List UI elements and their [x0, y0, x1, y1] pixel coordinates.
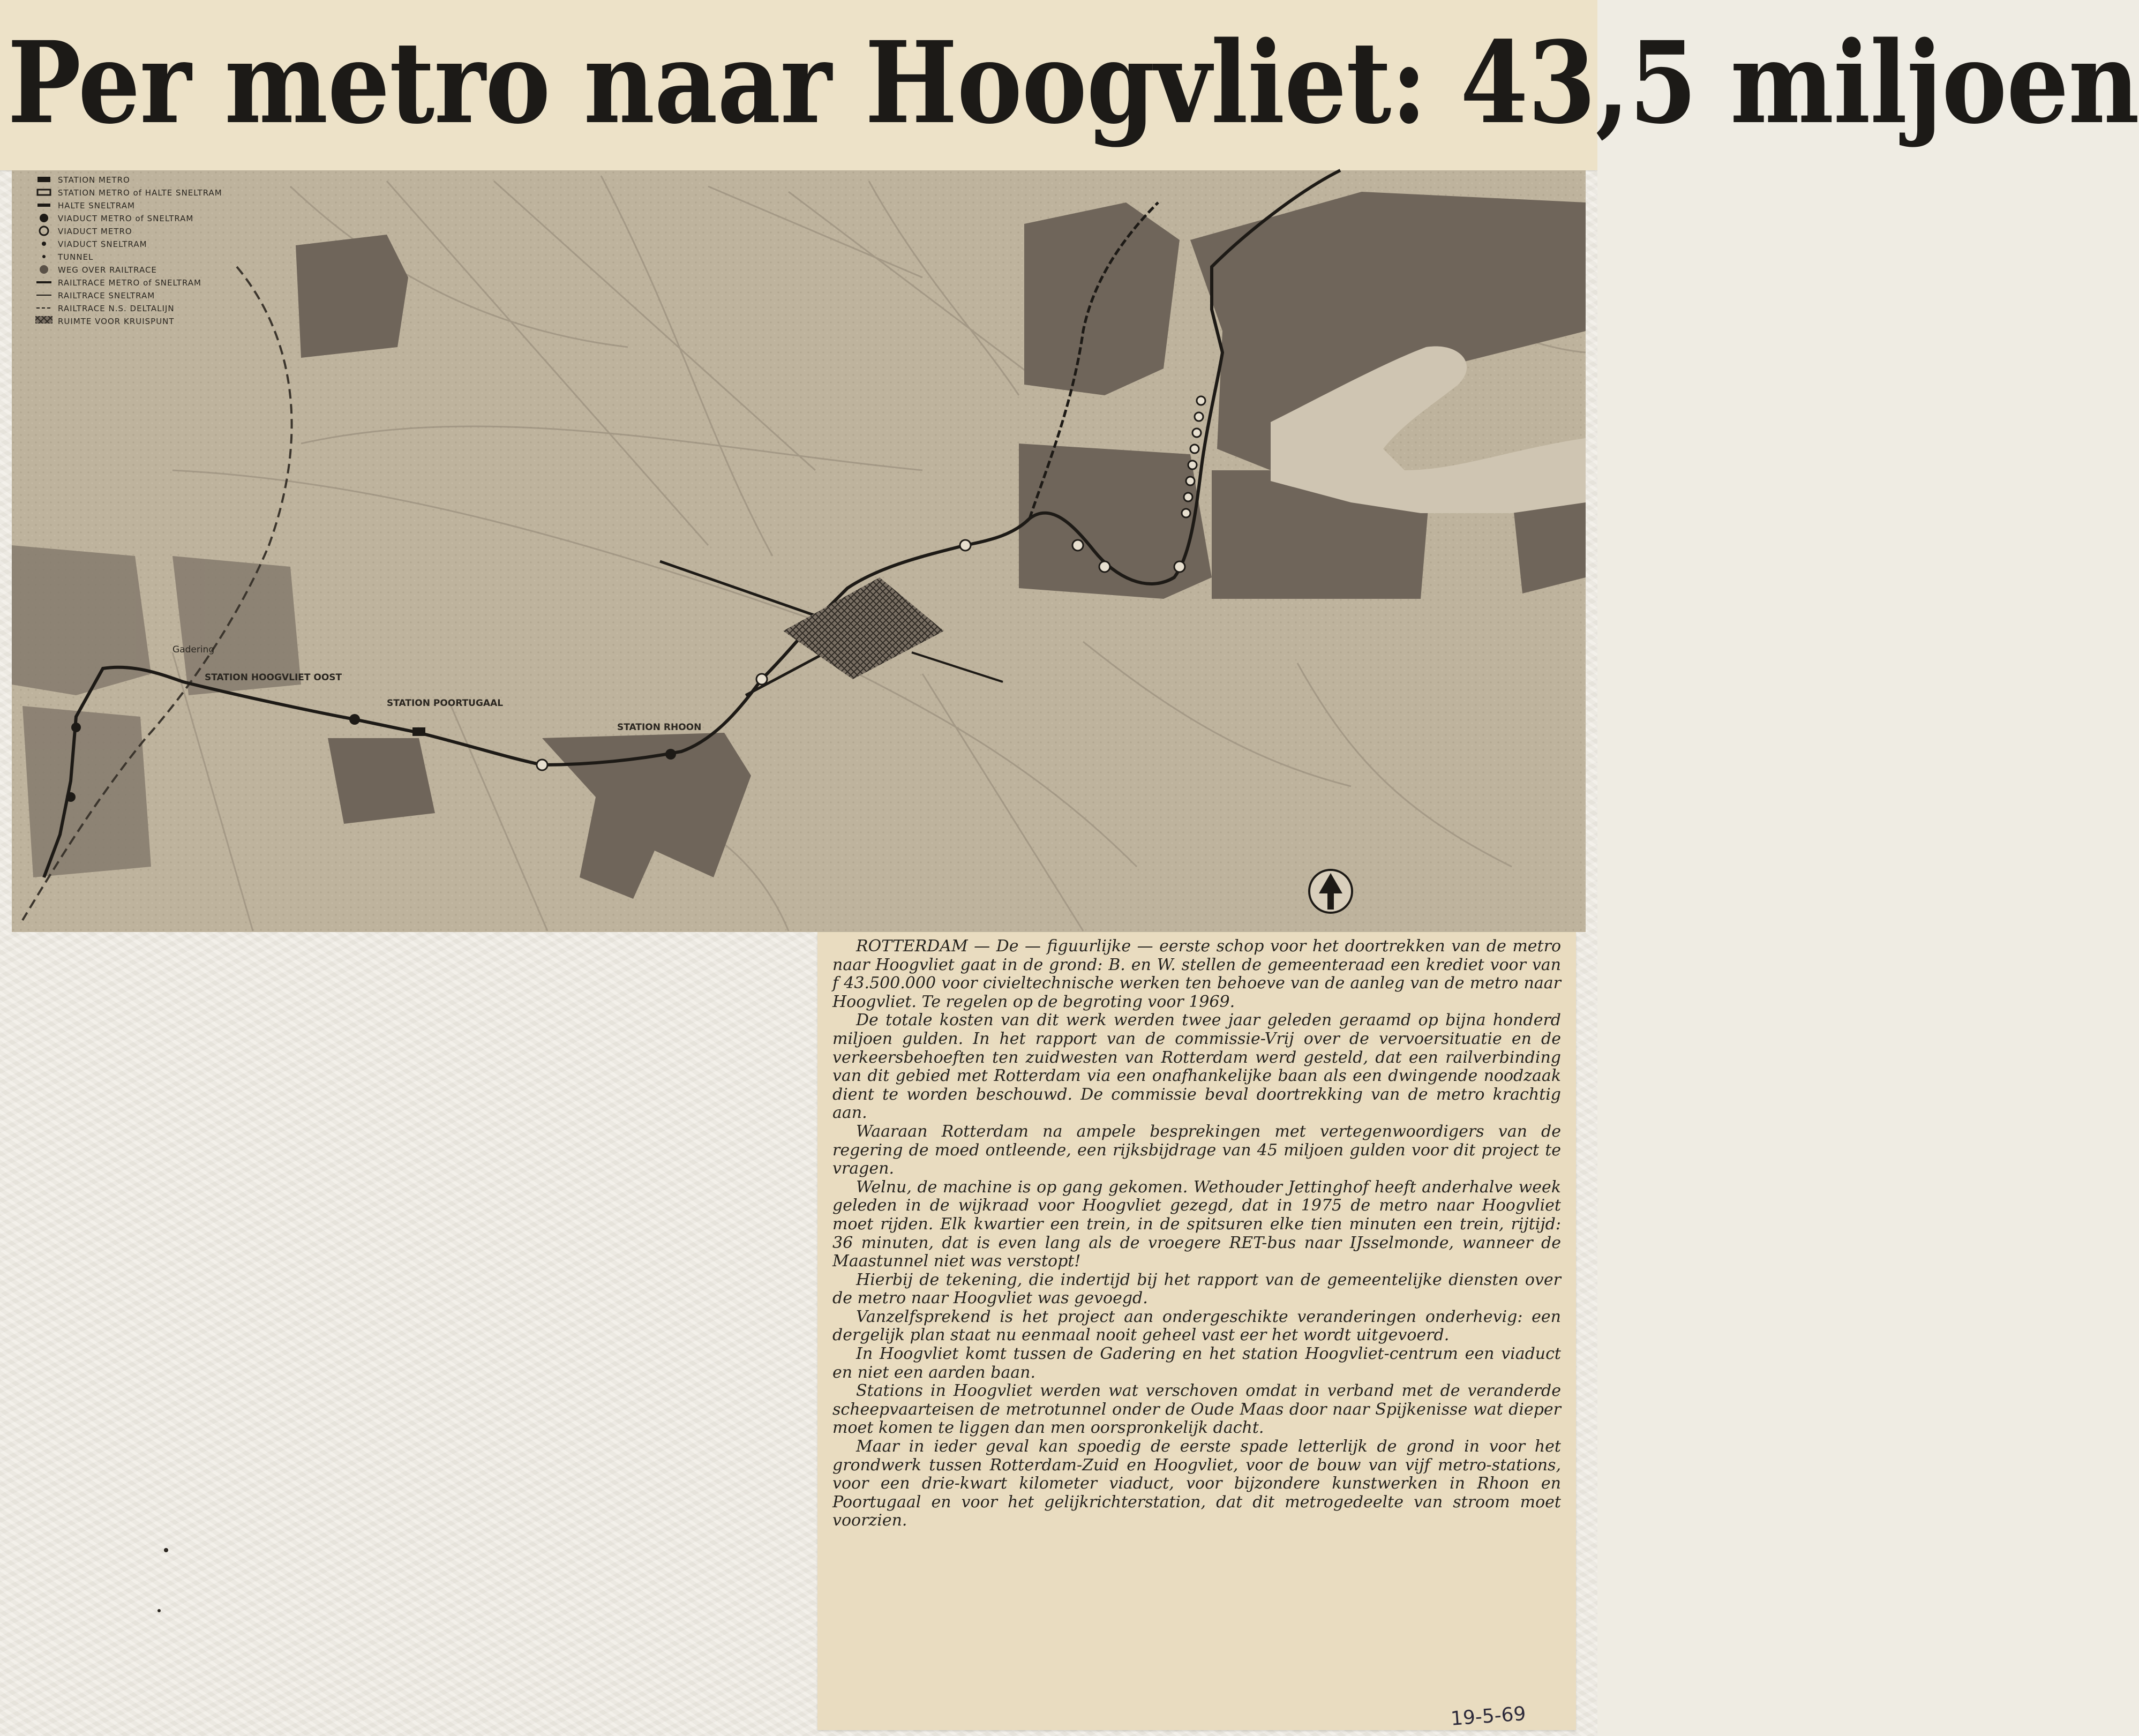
legend-symbol: [37, 204, 50, 207]
dust-speck: [157, 1609, 161, 1612]
station-marker: [1174, 561, 1185, 572]
legend-label: RAILTRACE N.S. DELTALIJN: [58, 304, 175, 313]
north-arrow-icon: [1309, 870, 1352, 913]
article-paragraph: Stations in Hoogvliet werden wat verschoven omdat in verband met de veranderde scheepvaarteisen de metrotunnel onder de Oude Maas door naar Spijkenisse wat dieper moet komen te liggen dan men oorspronkelijk dacht.: [832, 1381, 1561, 1438]
legend-label: RAILTRACE METRO of SNELTRAM: [58, 278, 201, 288]
legend-label: VIADUCT METRO of SNELTRAM: [58, 214, 194, 223]
article-body: [832, 937, 1561, 1530]
legend-symbol: [42, 242, 46, 246]
legend-label: RAILTRACE SNELTRAM: [58, 291, 155, 300]
station-marker: [66, 792, 76, 802]
dust-speck: [164, 1548, 168, 1552]
legend-symbol: [40, 214, 48, 222]
article-paragraph: Welnu, de machine is op gang gekomen. Wethouder Jettinghof heeft anderhalve week geleden in de wijkraad voor Hoogvliet gezegd, dat in 1975 de metro naar Hoogvliet moet rijden. Elk kwartier een trein, in de spitsuren elke tien minuten een trein, rijtijd: 36 minuten, dat is even lang als de vroegere RET-bus naar IJsselmonde, wanneer de Maastunnel niet was verstopt!: [832, 1177, 1561, 1271]
headline: Per metro naar Hoogvliet: 43,5 miljoen: [7, 17, 2139, 149]
legend-label: VIADUCT SNELTRAM: [58, 239, 147, 249]
legend-symbol: [35, 316, 52, 324]
station-rhoon-label: STATION RHOON: [617, 722, 702, 733]
legend-label: STATION METRO: [58, 175, 130, 185]
station-hoogvliet-oost-label: STATION HOOGVLIET OOST: [205, 672, 342, 683]
legend-label: RUIMTE VOOR KRUISPUNT: [58, 317, 175, 326]
legend-label: TUNNEL: [58, 252, 94, 262]
legend-label: VIADUCT METRO: [58, 227, 132, 236]
station-marker: [1099, 561, 1110, 572]
headline-clipping: [0, 0, 2139, 170]
station-marker: [412, 727, 425, 736]
article-paragraph: Waaraan Rotterdam na ampele besprekingen met vertegenwoordigers van de regering de moed ontleende, een rijksbijdrage van 45 miljoen gulden voor dit project te vragen.: [832, 1122, 1561, 1178]
legend-label: WEG OVER RAILTRACE: [58, 265, 157, 275]
station-marker: [537, 760, 547, 770]
legend-symbol: [42, 255, 46, 258]
route-map: [12, 170, 1586, 932]
legend-label: HALTE SNELTRAM: [58, 201, 135, 211]
station-marker: [71, 723, 81, 732]
article-clipping: [817, 932, 1576, 1730]
article-paragraph: Vanzelfsprekend is het project aan ondergeschikte veranderingen onderhevig: een dergelijk plan staat nu eenmaal nooit geheel vast eer het wordt uitgevoerd.: [832, 1307, 1561, 1345]
route-map-drawing: [12, 170, 1586, 932]
station-marker: [349, 714, 360, 725]
legend-label: STATION METRO of HALTE SNELTRAM: [58, 188, 222, 198]
handwritten-date: 19-5-69: [1450, 1703, 1527, 1730]
legend-symbol: [37, 177, 50, 182]
article-paragraph: Maar in ieder geval kan spoedig de eerste spade letterlijk de grond in voor het grondwerk tussen Rotterdam-Zuid en Hoogvliet, voor de bouw van vijf metro-stations, voor een drie-kwart kilometer viaduct, voor bijzondere kunstwerken in Rhoon en Poortugaal en voor het gelijkrichterstation, dat dit metrogedeelte van stroom moet voorzien.: [832, 1437, 1561, 1530]
station-poortugaal-label: STATION POORTUGAAL: [387, 698, 504, 709]
article-paragraph: Hierbij de tekening, die indertijd bij het rapport van de gemeentelijke diensten over de metro naar Hoogvliet was gevoegd.: [832, 1270, 1561, 1308]
station-marker: [665, 749, 676, 760]
legend-symbol: [40, 265, 48, 274]
station-marker: [960, 540, 971, 551]
article-paragraph: ROTTERDAM — De — figuurlijke — eerste schop voor het doortrekken van de metro naar Hoogvliet gaat in de grond: B. en W. stellen de gemeenteraad een krediet voor van f 43.500.000 voor civieltechnische werken ten behoeve van de aanleg van de metro naar Hoogvliet. Te regelen op de begroting voor 1969.: [832, 937, 1561, 1011]
gadering-label: Gadering: [172, 644, 215, 655]
station-marker: [756, 674, 767, 685]
article-paragraph: De totale kosten van dit werk werden twee jaar geleden geraamd op bijna honderd miljoen gulden. In het rapport van de commissie-Vrij over de vervoersituatie en de verkeersbehoeften ten zuidwesten van Rotterdam werd gesteld, dat een railverbinding van dit gebied met Rotterdam via een onafhankelijke baan als een dwingende noodzaak dient te worden beschouwd. De commissie beval doortrekking van de metro krachtig aan.: [832, 1011, 1561, 1123]
station-marker: [1072, 540, 1083, 551]
article-paragraph: In Hoogvliet komt tussen de Gadering en het station Hoogvliet-centrum een viaduct en niet een aarden baan.: [832, 1344, 1561, 1382]
